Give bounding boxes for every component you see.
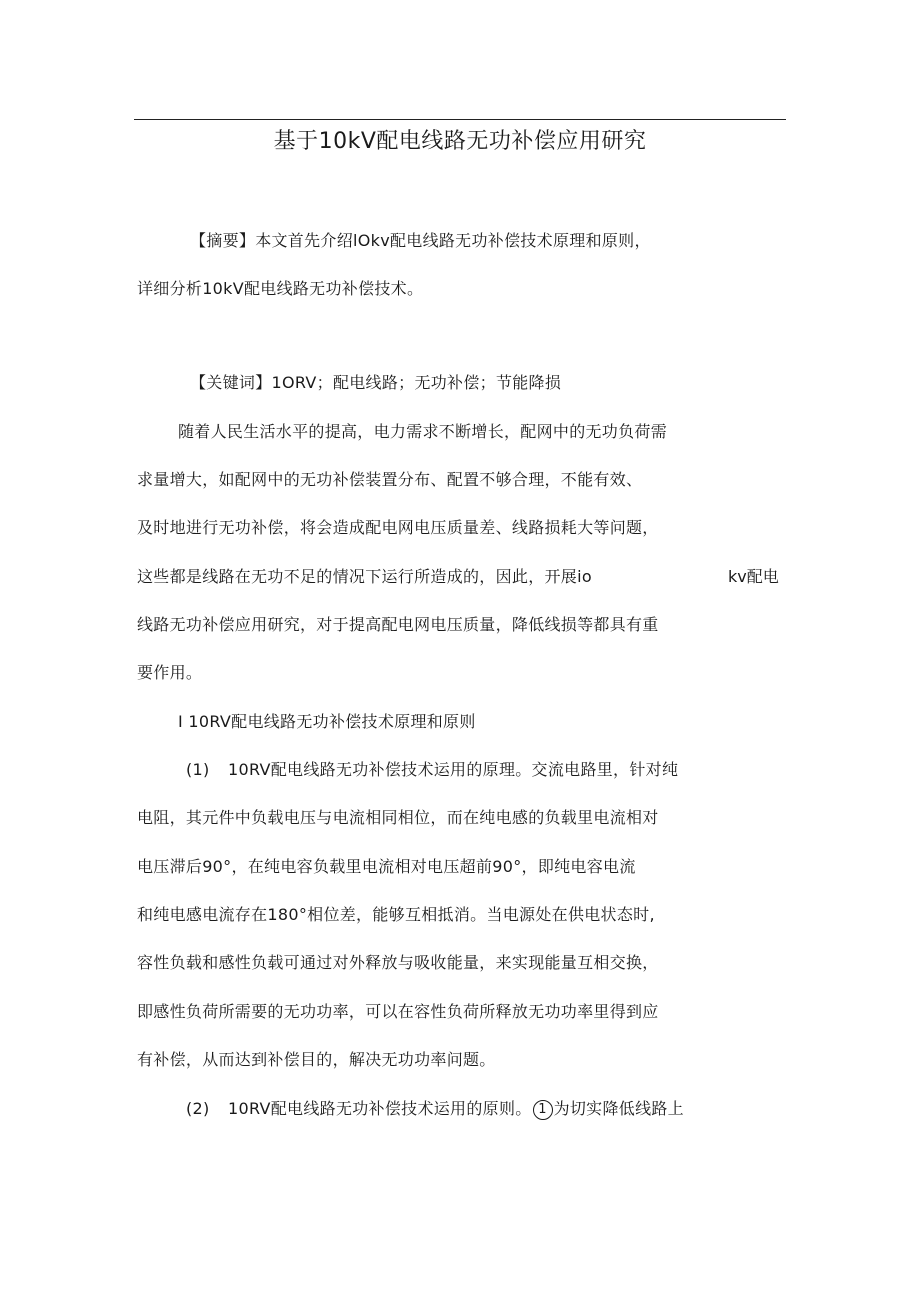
item-1-line-6: 即感性负荷所需要的无功功率，可以在容性负荷所释放无功功率里得到应 [137, 1002, 659, 1021]
section-1-heading: I 10RV配电线路无功补偿技术原理和原则 [178, 712, 476, 731]
item-1-line-4: 和纯电感电流存在180°相位差，能够互相抵消。当电源处在供电状态时, [137, 905, 655, 924]
abstract-line-1: 【摘要】本文首先介绍lOkv配电线路无功补偿技术原理和原则， [190, 231, 651, 250]
item-2-number: (2) [186, 1099, 210, 1118]
header-rule [134, 119, 786, 120]
intro-line-4a: 这些都是线路在无功不足的情况下运行所造成的，因此，开展io [137, 567, 592, 586]
item-2-text-a: 10RV配电线路无功补偿技术运用的原则。 [228, 1099, 532, 1118]
abstract-line-2: 详细分析10kV配电线路无功补偿技术。 [137, 279, 424, 298]
intro-line-1: 随着人民生活水平的提高，电力需求不断增长，配网中的无功负荷需 [178, 422, 668, 441]
item-1-line-3: 电压滞后90°，在纯电容负载里电流相对电压超前90°，即纯电容电流 [137, 857, 636, 876]
item-1-number: (1) [186, 760, 210, 779]
item-1-line-5: 容性负载和感性负载可通过对外释放与吸收能量，来实现能量互相交换， [137, 953, 659, 972]
item-1-line-7: 有补偿，从而达到补偿目的，解决无功功率问题。 [137, 1050, 496, 1069]
circled-number: 1 [533, 1100, 553, 1120]
intro-line-6: 要作用。 [137, 663, 203, 682]
intro-line-4b: kv配电 [728, 567, 779, 586]
page-title: 基于10kV配电线路无功补偿应用研究 [273, 129, 647, 154]
item-2-line-1 [186, 1097, 684, 1121]
item-1-line-2: 电阻，其元件中负载电压与电流相同相位，而在纯电感的负载里电流相对 [137, 808, 659, 827]
item-1-line-1 [186, 758, 678, 782]
intro-line-2: 求量增大，如配网中的无功补偿装置分布、配置不够合理，不能有效、 [137, 470, 643, 489]
item-2-text-b: 为切实降低线路上 [553, 1099, 684, 1118]
item-1-text: 10RV配电线路无功补偿技术运用的原理。交流电路里，针对纯 [228, 760, 679, 779]
keywords: 【关键词】1ORV；配电线路；无功补偿；节能降损 [190, 373, 562, 392]
intro-line-3: 及时地进行无功补偿，将会造成配电网电压质量差、线路损耗大等问题， [137, 518, 659, 537]
intro-line-5: 线路无功补偿应用研究，对于提高配电网电压质量，降低线损等都具有重 [137, 615, 659, 634]
